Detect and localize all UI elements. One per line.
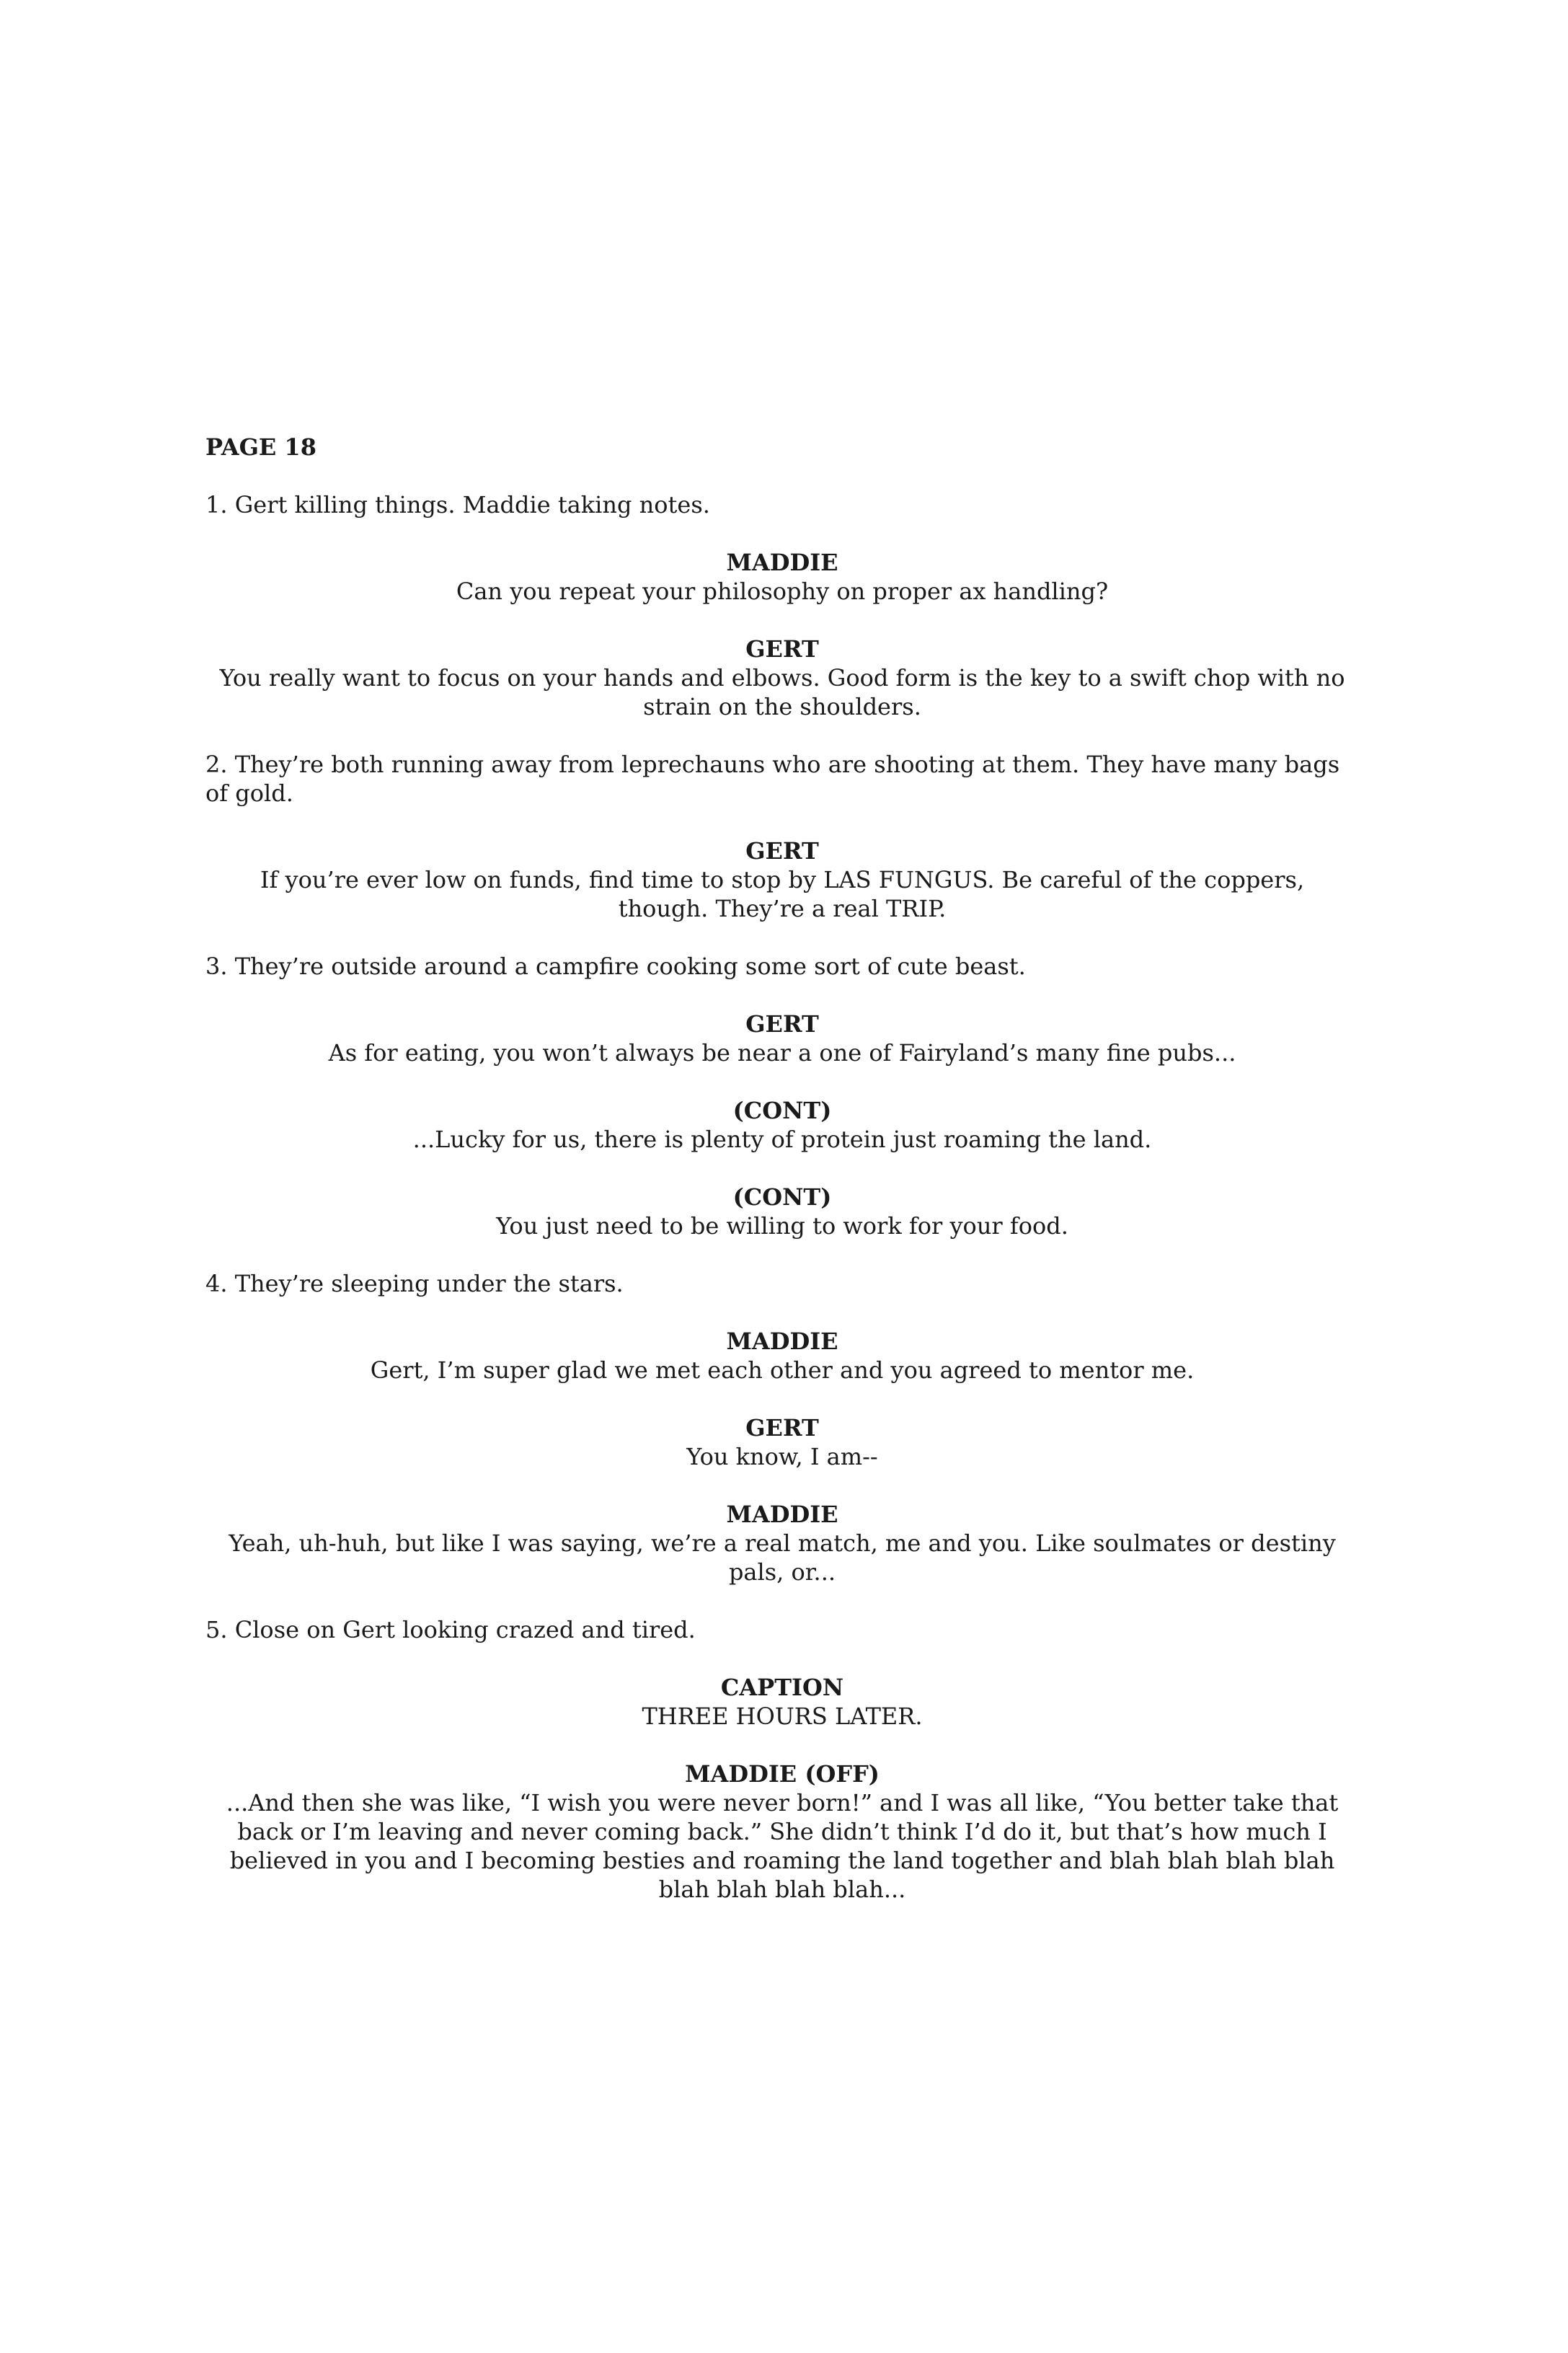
dialogue-block bbox=[205, 1183, 1359, 1240]
caption-label: CAPTION bbox=[720, 1674, 844, 1701]
panel-description: 5. Close on Gert looking crazed and tired. bbox=[205, 1616, 696, 1643]
dialogue-block bbox=[205, 1413, 1359, 1471]
speaker-name: MADDIE bbox=[726, 1328, 838, 1355]
dialogue-block bbox=[205, 1010, 1359, 1067]
speaker-name: (CONT) bbox=[732, 1097, 832, 1124]
caption-block bbox=[205, 1673, 1359, 1731]
speaker-name: GERT bbox=[745, 1010, 819, 1038]
speaker-name: GERT bbox=[745, 1414, 819, 1442]
dialogue-line: As for eating, you won’t always be near a one of Fairyland’s many fine pubs... bbox=[328, 1039, 1236, 1067]
dialogue-block bbox=[205, 548, 1359, 606]
panel-description: 3. They’re outside around a campfire cooking some sort of cute beast. bbox=[205, 953, 1026, 980]
dialogue-line: Yeah, uh-huh, but like I was saying, we’re a real match, me and you. Like soulmates or destiny pals, or... bbox=[229, 1529, 1336, 1586]
panel-description: 4. They’re sleeping under the stars. bbox=[205, 1270, 624, 1297]
dialogue-block bbox=[205, 635, 1359, 721]
speaker-name: GERT bbox=[745, 635, 819, 663]
caption-text: THREE HOURS LATER. bbox=[642, 1703, 923, 1730]
speaker-name: MADDIE bbox=[726, 1501, 838, 1528]
speaker-name: GERT bbox=[745, 837, 819, 865]
dialogue-line: Gert, I’m super glad we met each other and you agreed to mentor me. bbox=[370, 1356, 1195, 1384]
page-title: PAGE 18 bbox=[205, 433, 316, 461]
dialogue-line: If you’re ever low on funds, find time to stop by LAS FUNGUS. Be careful of the coppers, though. They’re a real TRIP. bbox=[260, 866, 1305, 922]
dialogue-block bbox=[205, 1500, 1359, 1586]
script-content bbox=[205, 433, 1359, 1933]
speaker-name: (CONT) bbox=[732, 1183, 832, 1211]
dialogue-line: You just need to be willing to work for your food. bbox=[496, 1212, 1068, 1240]
panel-description: 1. Gert killing things. Maddie taking notes. bbox=[205, 491, 710, 518]
dialogue-block bbox=[205, 836, 1359, 923]
dialogue-line: You really want to focus on your hands and elbows. Good form is the key to a swift chop with no strain on the shoulders. bbox=[219, 664, 1345, 720]
dialogue-block bbox=[205, 1327, 1359, 1385]
dialogue-line: ...And then she was like, “I wish you were never born!” and I was all like, “You better take that back or I’m leaving and never coming back.” She didn’t think I’d do it, but that’s how much I believed in you and I becoming besties and roaming the land together and blah blah blah blah blah blah blah blah... bbox=[226, 1789, 1339, 1903]
panel-description: 2. They’re both running away from leprechauns who are shooting at them. They have many bags of gold. bbox=[205, 751, 1340, 807]
dialogue-block bbox=[205, 1760, 1359, 1904]
dialogue-block bbox=[205, 1096, 1359, 1154]
dialogue-line: You know, I am-- bbox=[686, 1443, 878, 1470]
speaker-name: MADDIE bbox=[726, 549, 838, 576]
speaker-name: MADDIE (OFF) bbox=[685, 1760, 880, 1788]
dialogue-line: ...Lucky for us, there is plenty of protein just roaming the land. bbox=[412, 1126, 1152, 1153]
dialogue-line: Can you repeat your philosophy on proper ax handling? bbox=[456, 578, 1109, 605]
